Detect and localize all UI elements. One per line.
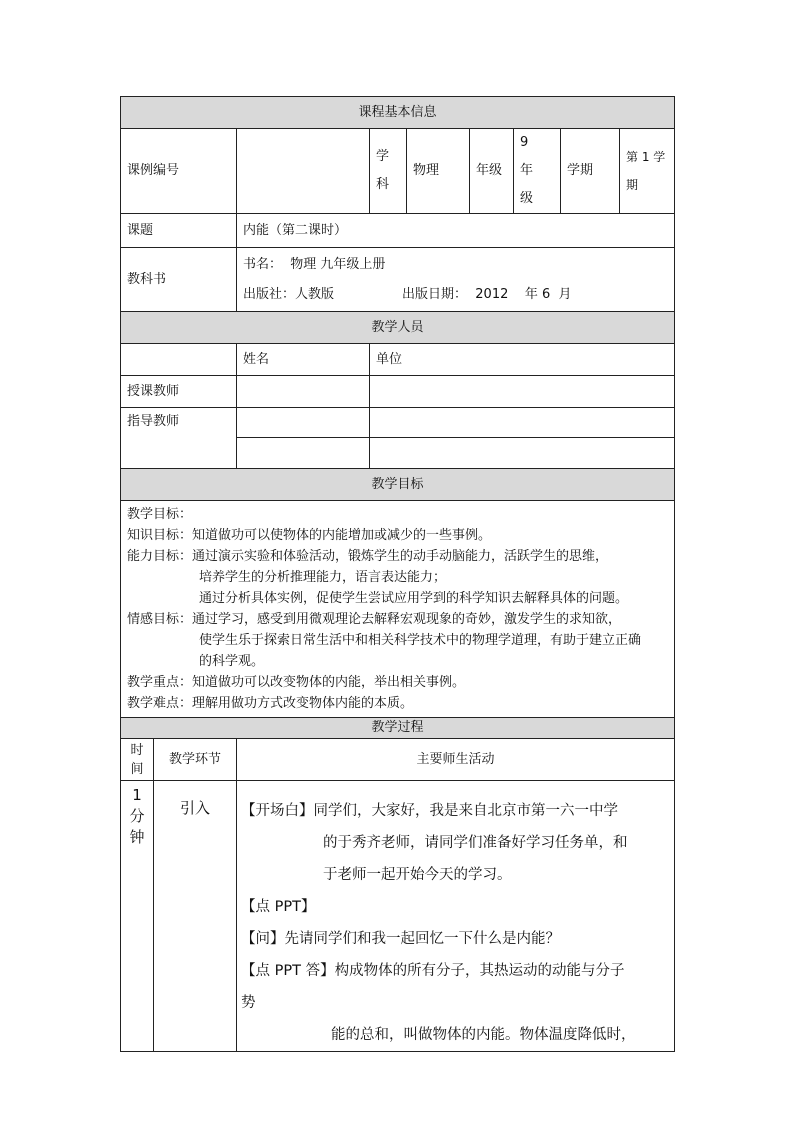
- advisor-label: 指导教师: [121, 408, 237, 469]
- subject-value: 物理: [407, 129, 470, 214]
- advisor-unit-1: [370, 408, 675, 438]
- topic-value: 内能（第二课时）: [237, 214, 675, 248]
- activity-line: 【点 PPT 答】构成物体的所有分子，其热运动的动能与分子: [241, 963, 625, 979]
- publisher: 出版社：人教版: [243, 286, 335, 302]
- teachers-header: 教学人员: [121, 312, 675, 344]
- book-name: 书名： 物理 九年级上册: [243, 256, 386, 272]
- textbook-info: [237, 248, 675, 312]
- stage-cell: 引入: [154, 781, 237, 1052]
- time-line2: 分: [129, 807, 145, 825]
- teachers-blank-cell: [121, 344, 237, 376]
- publish-date: 出版日期： 2012 年 6 月: [402, 286, 572, 302]
- topic-label: 课题: [121, 214, 237, 248]
- process-header: 教学过程: [121, 718, 675, 739]
- term-value: [620, 129, 675, 214]
- goals-content: [121, 501, 675, 718]
- time-column-header: [121, 739, 154, 781]
- lesson-plan-table: [120, 96, 675, 1052]
- advisor-name-1: [237, 408, 370, 438]
- goals-header: 教学目标: [121, 469, 675, 501]
- activity-cell: [237, 781, 675, 1052]
- time-col-line1: 时: [130, 742, 144, 758]
- emotion-goal-cont: 使学生乐于探索日常生活中和相关科学技术中的物理学道理，有助于建立正确: [199, 633, 642, 648]
- subject-label-line2: 科: [376, 177, 390, 192]
- subject-label-line1: 学: [376, 149, 390, 164]
- ability-goal: 能力目标：通过演示实验和体验活动，锻炼学生的动手动脑能力，活跃学生的思维，: [127, 549, 609, 564]
- activity-line: 的于秀齐老师，请同学们准备好学习任务单，和: [323, 835, 628, 851]
- course-info-header: 课程基本信息: [121, 97, 675, 129]
- term-value-line2: 期: [626, 178, 639, 192]
- unit-column-header: 单位: [370, 344, 675, 376]
- case-number-value: [237, 129, 370, 214]
- grade-value: [514, 129, 561, 214]
- activity-line: 于老师一起开始今天的学习。: [323, 867, 512, 883]
- lesson-plan-page: [120, 96, 674, 1052]
- activity-line: 【问】先请同学们和我一起回忆一下什么是内能？: [241, 931, 560, 947]
- knowledge-goal: 知识目标：知道做功可以使物体的内能增加或减少的一些事例。: [127, 528, 492, 543]
- emotion-goal-cont: 的科学观。: [199, 654, 265, 669]
- difficult-point: 教学难点：理解用做功方式改变物体内能的本质。: [127, 696, 414, 711]
- grade-label: 年级: [470, 129, 514, 214]
- textbook-label: 教科书: [121, 248, 237, 312]
- subject-label: [370, 129, 407, 214]
- ability-goal-cont: 培养学生的分析推理能力，语言表达能力；: [199, 570, 447, 585]
- key-point: 教学重点：知道做功可以改变物体的内能，举出相关事例。: [127, 675, 466, 690]
- grade-value-line2: 级: [520, 191, 534, 206]
- activity-line: 能的总和，叫做物体的内能。物体温度降低时，: [331, 1027, 636, 1043]
- term-value-line1: 第 1 学: [626, 150, 666, 164]
- activity-column-header: 主要师生活动: [237, 739, 675, 781]
- emotion-goal: 情感目标：通过学习，感受到用微观理论去解释宏观现象的奇妙，激发学生的求知欲，: [127, 612, 622, 627]
- lecturer-label: 授课教师: [121, 376, 237, 408]
- activity-line: 势: [241, 995, 256, 1011]
- grade-value-line1: 9 年: [520, 135, 542, 178]
- goals-line: 教学目标：: [127, 507, 193, 522]
- lecturer-unit: [370, 376, 675, 408]
- advisor-name-2: [237, 438, 370, 469]
- lecturer-name: [237, 376, 370, 408]
- term-label: 学期: [561, 129, 620, 214]
- advisor-unit-2: [370, 438, 675, 469]
- ability-goal-cont: 通过分析具体实例，促使学生尝试应用学到的科学知识去解释具体的问题。: [199, 591, 629, 606]
- case-number-label: 课例编号: [121, 129, 237, 214]
- time-line1: 1: [132, 786, 142, 804]
- time-line3: 钟: [129, 828, 145, 846]
- activity-line: 【点 PPT】: [241, 899, 316, 915]
- activity-line: 【开场白】同学们，大家好，我是来自北京市第一六一中学: [241, 803, 618, 819]
- name-column-header: 姓名: [237, 344, 370, 376]
- stage-column-header: 教学环节: [154, 739, 237, 781]
- time-col-line2: 间: [130, 761, 144, 777]
- time-cell: [121, 781, 154, 1052]
